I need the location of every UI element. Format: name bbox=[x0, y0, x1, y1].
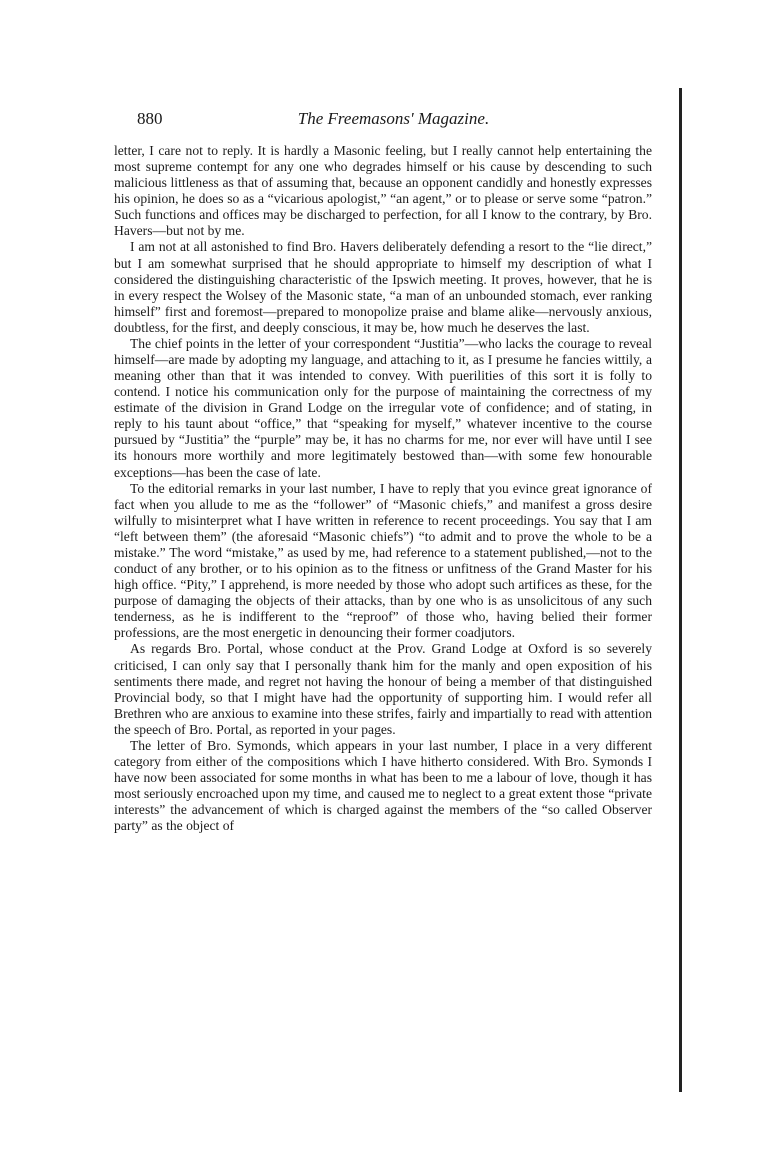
page-number: 880 bbox=[137, 109, 163, 128]
scan-edge-rule bbox=[679, 88, 682, 1092]
paragraph: I am not at all astonished to find Bro. Havers deliberately defending a resort to the “lie direct,” but I am somewhat surprised that he should appropriate to himself my description of what I considered the distinguishing characteristic of the Ipswich meeting. It proves, however, that he is in every respect the Wolsey of the Masonic state, “a man of an unbounded stomach, ever ranking himself” first and foremost—prepared to monopolize praise and blame alike—nervously anxious, doubtless, for the first, and deeply conscious, it may be, how much he deserves the last. bbox=[114, 239, 652, 335]
paragraph: To the editorial remarks in your last number, I have to reply that you evince great ignorance of fact when you allude to me as the “follower” of “Masonic chiefs,” and manifest a gross desire wilfully to misinterpret what I have written in reference to recent proceedings. You say that I am “left between them” (the aforesaid “Masonic chiefs”) “to admit and to prove the whole to be a mistake.” The word “mistake,” as used by me, had reference to a statement published,—not to the conduct of any brother, or to his opinion as to the fitness or unfitness of the Grand Master for his high office. “Pity,” I apprehend, is more needed by those who adopt such artifices as these, for the purpose of damaging the objects of their attacks, than by one who is as unsolicitous of any such tenderness, as he is indifferent to the “reproof” of those who, having belied their former professions, are the most energetic in denouncing their former coadjutors. bbox=[114, 480, 652, 641]
paragraph: letter, I care not to reply. It is hardly a Masonic feeling, but I really cannot help entertaining the most supreme contempt for any one who degrades himself or his cause by descending to such malicious littleness as that of assuming that, because an opponent candidly and honestly expresses his opinion, he does so as a “vicarious apologist,” “an agent,” or to please or serve some “patron.” Such functions and offices may be discharged to perfection, for all I know to the contrary, by Bro. Havers—but not by me. bbox=[114, 143, 652, 239]
paragraph: As regards Bro. Portal, whose conduct at the Prov. Grand Lodge at Oxford is so severely criticised, I can only say that I personally thank him for the manly and open exposition of his sentiments there made, and regret not having the honour of being a member of that distinguished Provincial body, so that I might have had the opportunity of supporting him. I would refer all Brethren who are anxious to examine into these strifes, fairly and impartially to read with attention the speech of Bro. Portal, as reported in your pages. bbox=[114, 641, 652, 737]
running-title: The Freemasons' Magazine. bbox=[297, 109, 490, 128]
paragraph: The letter of Bro. Symonds, which appears in your last number, I place in a very different category from either of the compositions which I have hitherto considered. With Bro. Symonds I have now been associated for some months in what has been to me a labour of love, though it has most seriously encroached upon my time, and caused me to neglect to a great extent those “private interests” the advancement of which is charged against the members of the “so called Observer party” as the object of bbox=[114, 737, 652, 834]
article-body bbox=[114, 143, 652, 834]
page-header bbox=[137, 109, 650, 135]
paragraph: The chief points in the letter of your correspondent “Justitia”—who lacks the courage to reveal himself—are made by adopting my language, and attaching to it, as I presume he fancies wittily, a meaning other than that it was intended to convey. With puerilities of this sort it is folly to contend. I notice his communication only for the purpose of maintaining the correctness of my estimate of the division in Grand Lodge on the irregular vote of confidence; and of stating, in reply to his taunt about “office,” that “speaking for myself,” whatever incentive to the course pursued by “Justitia” the “purple” may be, it has no charms for me, nor ever will have until I see its honours more worthily and more legitimately bestowed than—with some few honourable exceptions—has been the case of late. bbox=[114, 335, 652, 480]
